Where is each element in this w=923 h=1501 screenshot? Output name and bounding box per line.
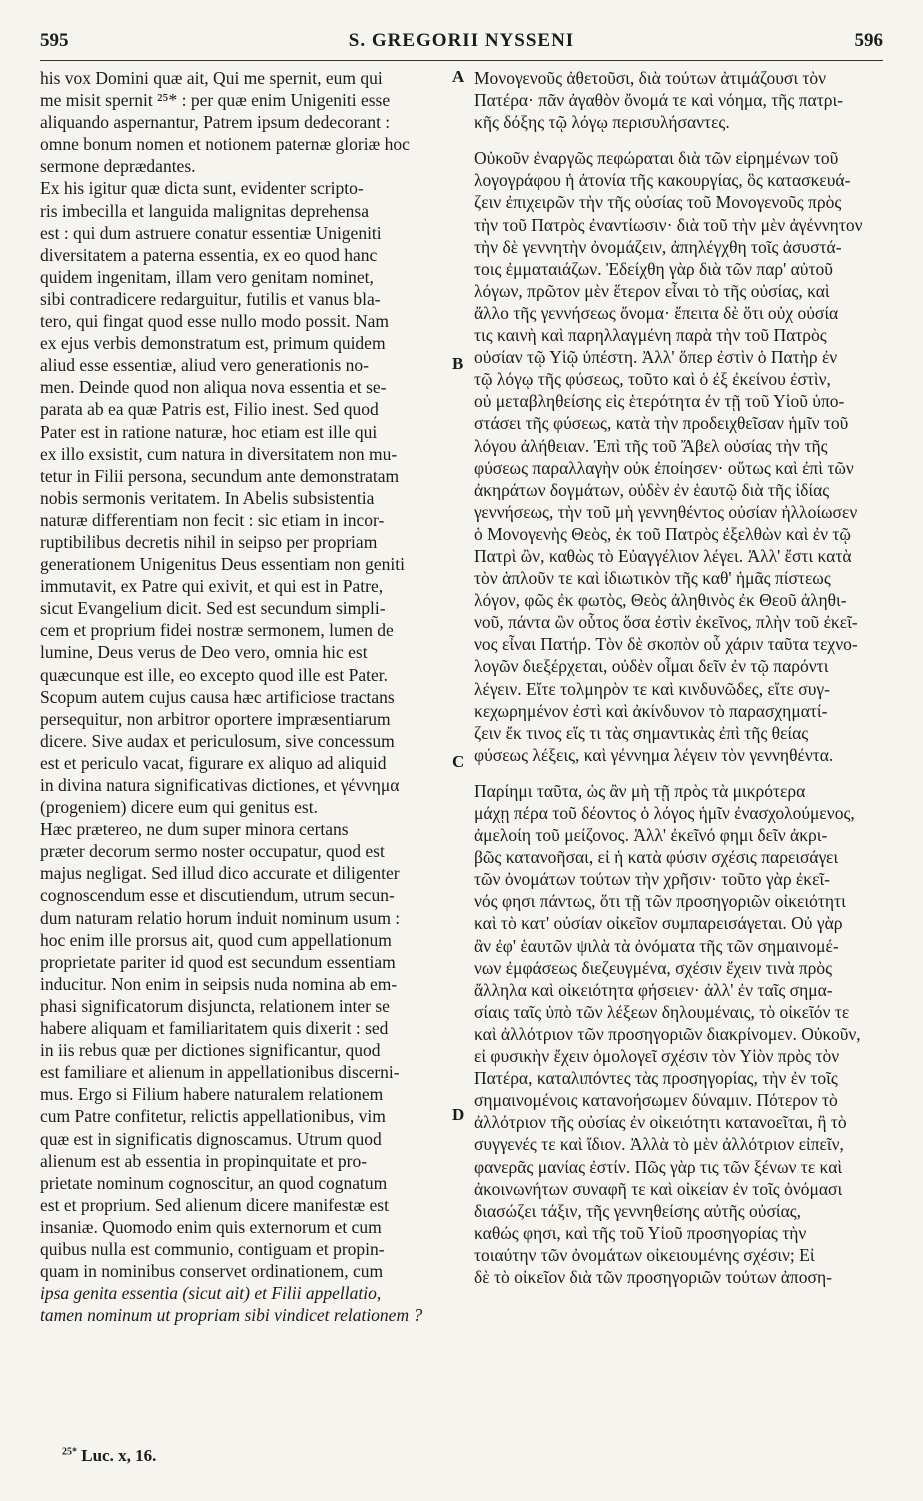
footnote-text: Luc. x, 16. [81,1446,157,1465]
text-line: ἀκηράτων δογμάτων, οὐδὲν ἐν ἑαυτῷ διὰ τῆς ἰδίας [474,479,830,500]
text-line: dum naturam relatio horum induit nominum usum : [40,907,401,928]
text-line: generationem Unigenitus Deus essentiam non geniti [40,554,405,575]
text-line: cum Patre confitetur, relictis appellationibus, vim [40,1106,386,1127]
text-line: cognoscendum esse et discutiendum, utrum secun- [40,885,395,906]
text-line: οὐ μεταβληθείσης εἰς ἑτερότητα ἐν τῇ τοῦ Υἱοῦ ὑπο- [474,391,845,412]
text-line: ὁ Μονογενὴς Θεὸς, ἐκ τοῦ Πατρὸς ἐξελθὼν καὶ ἐν τῷ [474,523,851,544]
text-line: λόγων, πρῶτον μὲν ἕτερον εἶναι τὸ τῆς οὐσίας, καὶ [474,280,830,301]
text-line: τὴν δὲ γεννητὴν ὀνομάζειν, ἀπηλέγχθη τοῖς ἀσυστά- [474,236,842,257]
text-line: quam in nominibus conservet ordinationem, cum [40,1261,384,1282]
text-line: phasi significatorum disjuncta, relationem inter se [40,995,390,1016]
text-line: λογῶν διεξέρχεται, οὐδὲν οἶμαι δεῖν ἐν τῷ παρόντι [474,656,829,677]
running-title: S. GREGORII NYSSENI [348,30,575,51]
text-line: βῶς κατανοῆσαι, εἰ ἡ κατὰ φύσιν σχέσις παρεισάγει [474,847,839,868]
text-line: Παρίημι ταῦτα, ὡς ἂν μὴ τῇ πρὸς τὰ μικρότερα [474,780,806,801]
text-line: τῶν ὀνομάτων τούτων τὴν χρῆσιν· τοῦτο γὰρ ἐκεῖ- [474,869,830,890]
text-line: his vox Domini quæ ait, Qui me spernit, eum qui [40,68,383,88]
text-line: νός φησι πάντως, ὅτι τῇ τῶν προσηγοριῶν οἰκειότητι [474,891,846,912]
text-line: τοις ἐμματαιάζων. Ἐδείχθη γὰρ διὰ τῶν παρ' αὐτοῦ [474,258,833,279]
text-line: sibi contradicere redarguitur, futilis et vanus bla- [40,288,381,309]
text-line: λογογράφου ἡ ἀτονία τῆς κακουργίας, ὃς κατασκευά- [474,170,851,191]
text-line: me misit spernit ²⁵* : per quæ enim Unigeniti esse [40,90,391,111]
text-line: diversitatem a paterna essentia, ex eo quod hanc [40,244,378,265]
text-line: nobis sermonis veritatem. In Abelis subsistentia [40,487,375,508]
text-line: in iis rebus quæ per dictiones significantur, quod [40,1040,381,1061]
text-line: ex illo exsistit, cum natura in diversitatem non mu- [40,443,398,464]
text-line: στάσει τῆς φύσεως, κατὰ τὴν προδειχθεῖσαν ἡμῖν τοῦ [474,413,849,434]
text-line: habere aliquam et familiaritatem quis dixerit : sed [40,1018,389,1039]
text-line: καὶ ἀλλότριον τῶν προσηγοριῶν διακρίνομεν. Οὐκοῦν, [474,1023,861,1044]
text-line: tero, qui fingat quod esse nullo modo possit. Nam [40,311,389,332]
text-line: ἂν ἐφ' ἑαυτῶν ψιλὰ τὰ ὀνόματα τῆς τῶν σημαινομέ- [474,935,839,956]
text-line: quæcunque est ille, eo excepto quod ille est Pater. [40,664,388,685]
text-line: φανερᾶς μανίας ἐστίν. Πῶς γὰρ τις τῶν ξένων τε καὶ [474,1156,843,1177]
text-line: insaniæ. Quomodo enim quis externorum et cum [40,1216,382,1237]
text-line: præter decorum sermo noster occupatur, quod est [40,841,385,862]
text-line: οὐσίαν τῷ Υἱῷ ὑπέστη. Ἀλλ' ὅπερ ἐστὶν ὁ Πατὴρ ἐν [474,347,838,368]
text-line: τῷ λόγῳ τῆς φύσεως, τοῦτο καὶ ὁ ἐξ ἐκείνου ἐστὶν, [474,369,831,390]
margin-letter-b: B [452,354,464,373]
text-line: Πατέρα· πᾶν ἀγαθὸν ὄνομά τε καὶ νόημα, τῆς πατρι- [474,90,843,111]
text-line: est familiare et alienum in appellationibus discerni- [40,1062,400,1083]
page-number-right: 596 [854,30,883,51]
text-line: κῆς δόξης τῷ λόγῳ περισυλήσαντες. [474,112,730,133]
text-line: alienum est ab essentia in propinquitate et pro- [40,1150,368,1171]
text-line: γεννήσεως, τὴν τοῦ μὴ γεννηθέντος οὐσίαν ἠλλοίωσεν [474,501,858,522]
latin-column [40,67,448,1326]
text-line: naturæ differentiam non fecit : sic etiam in incor- [40,509,385,530]
text-line: omne bonum nomen et notionem paternæ gloriæ hoc [40,134,410,155]
text-line: Πατρὶ ὢν, καθὼς τὸ Εὐαγγέλιον λέγει. Ἀλλ' ἔστι κατὰ [474,545,852,566]
text-line: quæ est in significatis dignoscamus. Utrum quod [40,1128,382,1149]
text-line: est et periculo vacat, figurare ex aliquo ad aliquid [40,752,387,773]
text-line: inducitur. Non enim in seipsis nuda nomina ab em- [40,973,398,994]
text-line: συγγενές τε καὶ ἴδιον. Ἀλλὰ τὸ μὲν ἀλλότριον εἰπεῖν, [474,1134,844,1155]
text-line: τὴν τοῦ Πατρὸς ἐναντίωσιν· διὰ τοῦ τὴν μὲν ἀγέννητον [474,214,863,235]
text-line: proprietate pariter id quod est secundum essentiam [40,951,396,972]
text-line: quidem ingenitam, illam vero genitam nominet, [40,266,374,287]
text-line: est : qui dum astruere conatur essentiæ Unigeniti [40,222,382,243]
text-line: ipsa genita essentia (sicut ait) et Filii appellatio, [40,1283,382,1304]
text-line: lumine, Deus verus de Deo vero, omnia hic est [40,642,368,663]
text-line: νος εἶναι Πατήρ. Τὸν δὲ σκοπὸν οὗ χάριν ταῦτα τεχνο- [474,634,858,655]
text-line: sicut Evangelium dicit. Sed est secundum simpli- [40,598,386,619]
text-line: ἄλληλα καὶ οἰκειότητα φήσειεν· ἀλλ' ἐν ταῖς σημα- [474,979,833,1000]
text-line: (progeniem) dicere eum qui genitus est. [40,797,318,818]
text-line: Pater est in ratione naturæ, hoc etiam est ille qui [40,421,378,442]
header-rule [40,60,883,61]
text-line: ruptibilibus decretis nihil in seipso per propriam [40,531,378,552]
page-header [40,30,883,54]
text-line: νων ἐμφάσεως διεζευγμένα, σχέσιν ἔχειν τινὰ πρὸς [474,957,833,978]
text-line: quibus nulla est communio, contiguam et propin- [40,1238,385,1259]
text-line: prietate nominum cognoscitur, an quod cognatum [40,1172,388,1193]
text-line: mus. Ergo si Filium habere naturalem relationem [40,1084,384,1105]
footnote [62,1446,156,1466]
text-line: in divina natura significativas dictiones, et γέννημα [40,775,400,795]
text-line: men. Deinde quod non aliqua nova essentia et se- [40,377,387,398]
text-line [474,766,888,780]
text-line: λόγον, φῶς ἐκ φωτὸς, Θεὸς ἀληθινὸς ἐκ Θεοῦ ἀληθι- [474,590,847,611]
text-line: immutavit, ex Patre qui exivit, et qui est in Patre, [40,576,384,597]
text-line: ris imbecilla et languida malignitas deprehensa [40,200,369,221]
text-line: ex ejus verbis demonstratum est, primum quidem [40,333,386,354]
text-line: Πατέρα, καταλιπόντες τὰς προσηγορίας, τὴν ἐν τοῖς [474,1068,838,1089]
page-number-left: 595 [40,30,69,51]
text-line: κεχωρημένον ἐστὶ καὶ ἀκίνδυνον τὸ παρασχηματί- [474,700,828,721]
text-line: tamen nominum ut propriam sibi vindicet relationem ? [40,1305,423,1326]
text-line: τὸν ἁπλοῦν τε καὶ ἰδιωτικὸν τῆς καθ' ἡμᾶς πίστεως [474,568,831,589]
text-line: majus negligat. Sed illud dico accurate et diligenter [40,863,400,884]
text-line: Ex his igitur quæ dicta sunt, evidenter scripto- [40,178,364,199]
text-line: persequitur, non arbitror oportere impræsentiarum [40,708,391,729]
text-line: ἀκοινωνήτων συναφῆ τε καὶ οἰκείαν ἐν τοῖς ὀνόμασι [474,1178,843,1199]
margin-letter-c: C [452,752,465,771]
text-line: λέγειν. Εἴτε τολμηρὸν τε καὶ κινδυνῶδες, εἴτε συγ- [474,678,830,699]
text-line: cem et proprium fidei nostræ sermonem, lumen de [40,620,394,641]
text-line: σίαις ταῖς ὑπὸ τῶν λέξεων δηλουμέναις, τὸ οἰκεῖόν τε [474,1001,850,1022]
text-line: Μονογενοῦς ἀθετοῦσι, διὰ τούτων ἀτιμάζουσι τὸν [474,68,827,88]
text-line: τοιαύτην τῶν ὀνομάτων οἰκειουμένης σχέσιν; Εἰ [474,1244,815,1265]
margin-letter-d: D [452,1105,465,1124]
text-line: aliud esse essentiæ, aliud vero generationis no- [40,355,370,376]
text-line: σημαινομένοις κατανοήσωμεν δύναμιν. Πότερον τὸ [474,1090,838,1111]
text-line: φύσεως παραλλαγὴν οὐκ ἐποίησεν· οὕτως καὶ ἐπὶ τῶν [474,457,854,478]
text-line: μάχῃ πέρα τοῦ δέοντος ὁ λόγος ἡμῖν ἐνασχολούμενος, [474,803,855,823]
text-line: est et proprium. Sed alienum dicere manifestæ est [40,1194,389,1215]
text-line: aliquando aspernantur, Patrem ipsum dedecorant : [40,112,391,133]
margin-letter-a: A [452,67,465,86]
text-line: parata ab ea quæ Patris est, Filio inest. Sed quod [40,399,379,420]
text-line: διασώζει τάξιν, τῆς γεννηθείσης αὐτῆς οὐσίας, [474,1200,802,1221]
text-line: hoc enim ille prorsus ait, quod cum appellationum [40,929,392,950]
greek-column [474,67,888,1288]
text-line: τις καινὴ καὶ παρηλλαγμένη παρὰ τὴν τοῦ Πατρὸς [474,325,827,346]
text-line: δὲ τὸ οἰκεῖον διὰ τῶν προσηγοριῶν τούτων ἀποση- [474,1266,832,1287]
text-line: Scopum autem cujus causa hæc artificiose tractans [40,686,395,707]
text-line: tetur in Filii persona, secundum ante demonstratam [40,465,400,486]
footnote-mark: 25* [62,1446,77,1458]
text-line [474,133,888,147]
text-line: καὶ τὸ κατ' οὐσίαν οἰκεῖον συμπαρεισάγεται. Οὐ γὰρ [474,913,843,934]
text-line: ζειν ἔκ τινος εἴς τι τὰς σημαντικὰς ἐπὶ τῆς θείας [474,722,809,743]
text-line: ἀλλότριον τῆς οὐσίας ἐν οἰκειότητι κατανοεῖται, ἢ τὸ [474,1112,847,1133]
text-line: sermone deprædantes. [40,156,196,177]
text-line: Οὐκοῦν ἐναργῶς πεφώραται διὰ τῶν εἰρημένων τοῦ [474,148,839,169]
text-line: εἰ φυσικὴν ἔχειν ὁμολογεῖ σχέσιν τὸν Υἱὸν πρὸς τὸν [474,1046,840,1067]
text-line: ἄλλο τῆς γεννήσεως ὄνομα· ἔπειτα δὲ ὅτι οὐχ οὐσία [474,302,839,323]
text-line: νοῦ, πάντα ὢν οὗτος ὅσα ἐστὶν ἐκεῖνος, πλὴν τοῦ ἐκεῖ- [474,612,858,633]
text-line: dicere. Sive audax et periculosum, sive concessum [40,730,395,751]
text-line: ἀμελοίη τοῦ μείζονος. Ἀλλ' ἐκεῖνό φημι δεῖν ἀκρι- [474,825,828,846]
text-line: καθώς φησι, καὶ τῆς τοῦ Υἱοῦ προσηγορίας τὴν [474,1222,807,1243]
text-line: φύσεως λέξεις, καὶ γέννημα λέγειν τὸν γεννηθέντα. [474,744,834,765]
text-line: ζειν ἐπιχειρῶν τὴν τῆς οὐσίας τοῦ Μονογενοῦς πρὸς [474,192,842,213]
text-line: λόγου ἀλήθειαν. Ἐπὶ τῆς τοῦ Ἄβελ οὐσίας τὴν τῆς [474,435,828,456]
text-line: Hæc prætereo, ne dum super minora certans [40,819,349,840]
